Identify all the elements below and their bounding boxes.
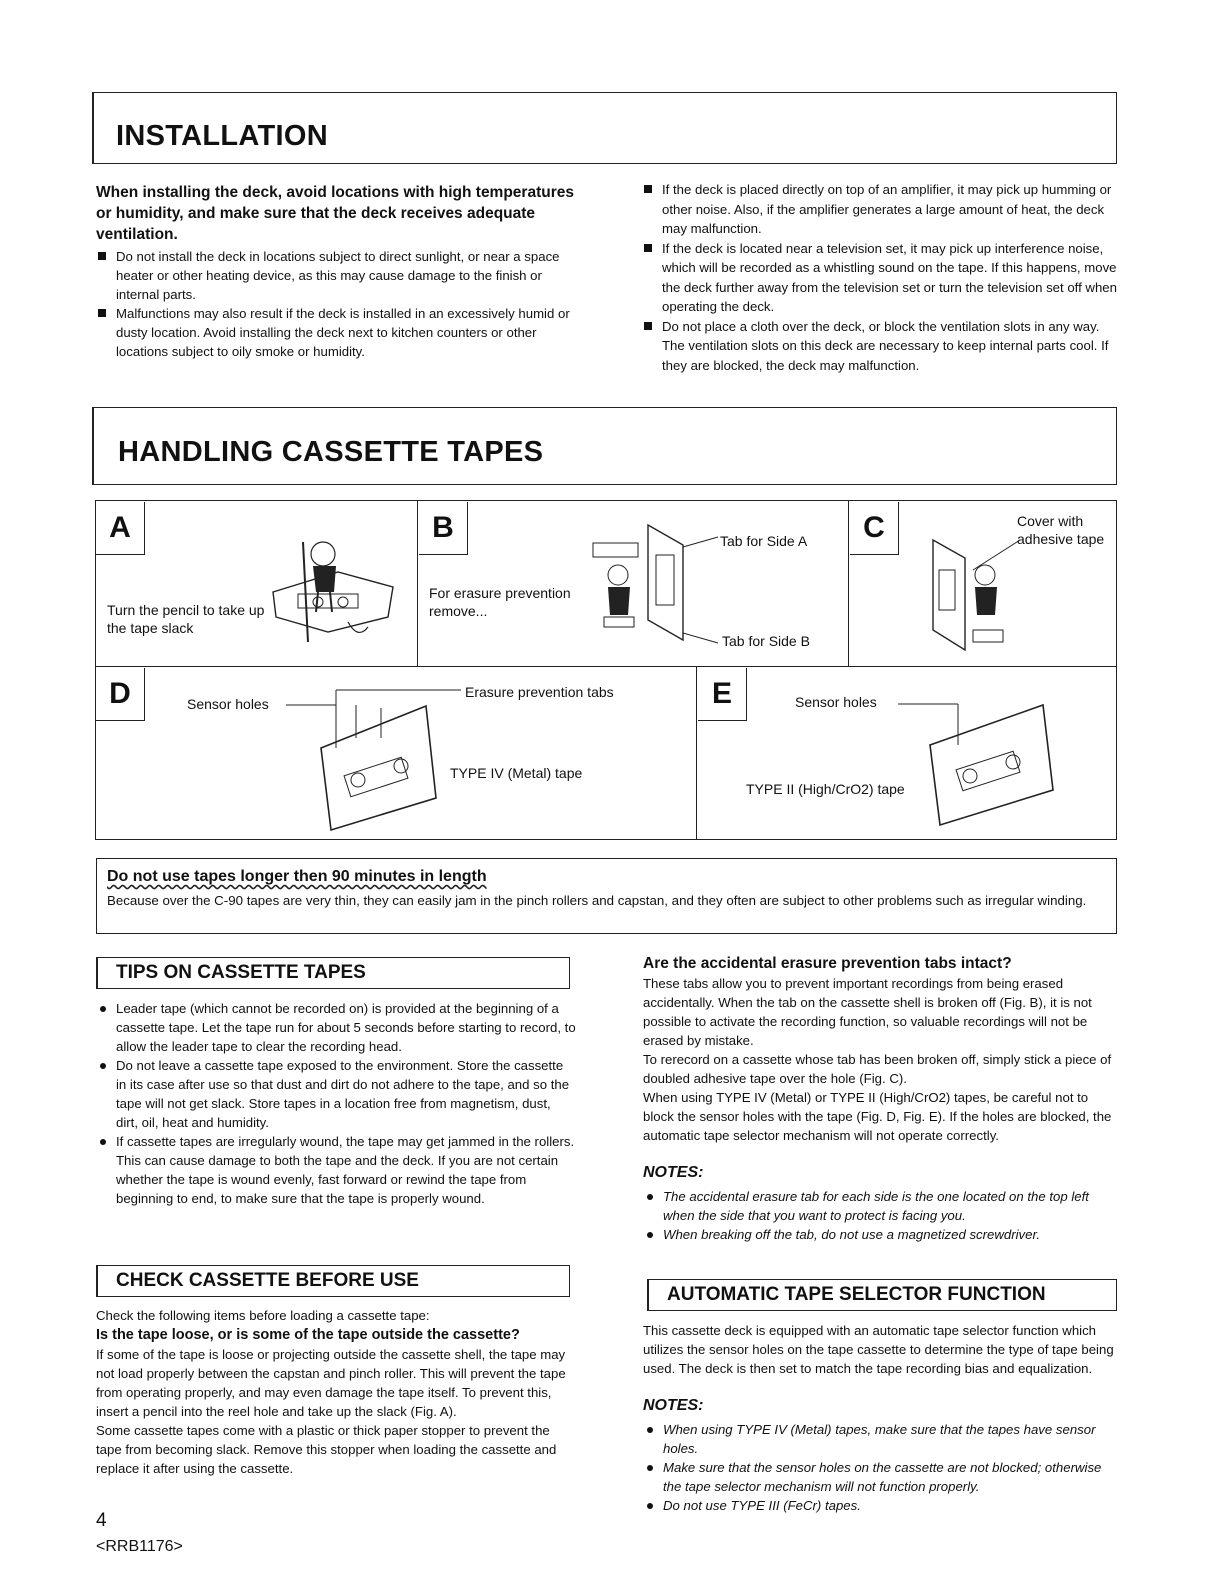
figure-a-illustration — [268, 522, 403, 647]
auto-note-1: When using TYPE IV (Metal) tapes, make sure that the tapes have sensor holes. — [643, 1420, 1121, 1458]
figure-b-tab-a: Tab for Side A — [720, 533, 808, 549]
tips-title: TIPS ON CASSETTE TAPES — [96, 957, 570, 989]
figure-grid-divider-bc — [848, 500, 849, 666]
check-paragraph-2: Some cassette tapes come with a plastic or thick paper stopper to prevent the tape from becoming slack. Remove this stopper when loading the cassette and replace it after using the cassette. — [96, 1423, 557, 1476]
figure-grid-divider-ab — [417, 500, 418, 666]
erasure-note-1: The accidental erasure tab for each side is the one located on the top left when the side that you want to protect is facing you. — [643, 1187, 1121, 1225]
installation-right-bullet-2: If the deck is located near a television set, it may pick up interference noise, which will be recorded as a whistling sound on the tape. If this happens, move the deck further away from the television set or turn the television set off when operating the deck. — [642, 239, 1120, 317]
figure-d-illustration — [286, 678, 461, 833]
erasure-paragraph-3: When using TYPE IV (Metal) or TYPE II (High/CrO2) tapes, be careful not to block the sensor holes with the tape (Fig. D, Fig. E). If the holes are blocked, the automatic tape selector mechanism will not operate correctly. — [643, 1090, 1112, 1143]
auto-note-2: Make sure that the sensor holes on the cassette are not blocked; otherwise the tape selector mechanism will not function properly. — [643, 1458, 1121, 1496]
check-intro: Check the following items before loading a cassette tape: — [96, 1308, 430, 1323]
installation-left-bullet-2: Malfunctions may also result if the deck is installed in an excessively humid or dusty location. Avoid installing the deck next to kitchen counters or other locations subject to oily smoke or humidity. — [96, 304, 576, 361]
warning-title: Do not use tapes longer then 90 minutes in length — [107, 868, 487, 885]
page-number: 4 — [96, 1510, 107, 1531]
auto-notes-title: NOTES: — [643, 1397, 704, 1414]
auto-section — [643, 1321, 1121, 1515]
handling-title: HANDLING CASSETTE TAPES — [118, 436, 544, 468]
auto-note-3: Do not use TYPE III (FeCr) tapes. — [643, 1496, 1121, 1515]
figure-e-sensor-holes: Sensor holes — [795, 694, 877, 710]
figure-d-erasure-tabs: Erasure prevention tabs — [465, 684, 614, 700]
figure-b-label: B — [419, 502, 468, 555]
figure-b-illustration — [588, 515, 723, 645]
figure-d-sensor-holes: Sensor holes — [187, 696, 269, 712]
installation-right-column — [642, 180, 1120, 375]
figure-d-tape-type: TYPE IV (Metal) tape — [450, 765, 583, 781]
tips-bullet-2: Do not leave a cassette tape exposed to the environment. Store the cassette in its case after use so that dust and dirt do not adhere to the tape, and so the tape will not get slack. Store tapes in a location free from magnetism, dust, dirt, oil, heat and humidity. — [96, 1056, 576, 1132]
installation-right-bullet-1: If the deck is placed directly on top of an amplifier, it may pick up humming or other noise. Also, if the amplifier generates a large amount of heat, the deck may malfunction. — [642, 180, 1120, 239]
check-section — [96, 1306, 578, 1478]
erasure-notes-title: NOTES: — [643, 1164, 704, 1181]
erasure-section — [643, 954, 1121, 1244]
figure-e-tape-type: TYPE II (High/CrO2) tape — [746, 781, 905, 797]
figure-b-tab-b: Tab for Side B — [722, 633, 810, 649]
erasure-title: Are the accidental erasure prevention tabs intact? — [643, 955, 1012, 972]
figure-d-label: D — [96, 668, 145, 721]
check-question: Is the tape loose, or is some of the tape outside the cassette? — [96, 1327, 520, 1343]
figure-e-label: E — [698, 668, 747, 721]
erasure-paragraph-2: To rerecord on a cassette whose tab has been broken off, simply stick a piece of doubled adhesive tape over the hole (Fig. C). — [643, 1052, 1112, 1086]
figure-e-illustration — [898, 690, 1068, 830]
installation-lead: When installing the deck, avoid locations with high temperatures or humidity, and make sure that the deck receives adequate ventilation. — [96, 184, 574, 243]
auto-title: AUTOMATIC TAPE SELECTOR FUNCTION — [647, 1279, 1117, 1311]
check-paragraph-1: If some of the tape is loose or projecting outside the cassette shell, the tape may not load properly between the capstan and pinch roller. This will prevent the tape from operating properly, and may even damage the tape itself. To prevent this, insert a pencil into the reel hole and take up the slack (Fig. A). — [96, 1347, 566, 1419]
figure-grid-divider-h — [95, 666, 1117, 667]
erasure-note-2: When breaking off the tab, do not use a magnetized screwdriver. — [643, 1225, 1121, 1244]
document-code: <RRB1176> — [96, 1538, 183, 1555]
figure-b-caption: For erasure prevention remove... — [429, 585, 571, 619]
figure-a-label: A — [96, 502, 145, 555]
tips-bullet-3: If cassette tapes are irregularly wound, the tape may get jammed in the rollers. This can cause damage to both the tape and the deck. If you are not certain whether the tape is wound evenly, fast forward or rewind the tape from beginning to end, to make sure that the tape is properly wound. — [96, 1132, 576, 1208]
installation-left-column — [96, 182, 576, 361]
installation-left-bullet-1: Do not install the deck in locations subject to direct sunlight, or near a space heater or other heating device, as this may cause damage to the finish or internal parts. — [96, 247, 576, 304]
installation-title: INSTALLATION — [116, 120, 328, 152]
check-title: CHECK CASSETTE BEFORE USE — [96, 1265, 570, 1297]
figure-c-caption: Cover with adhesive tape — [1017, 513, 1105, 547]
erasure-paragraph-1: These tabs allow you to prevent important recordings from being erased accidentally. When the tab on the cassette shell is broken off (Fig. B), it is not possible to activate the recording function, so valuable recordings will not be erased by mistake. — [643, 976, 1092, 1048]
installation-right-bullet-3: Do not place a cloth over the deck, or block the ventilation slots in any way. The ventilation slots on this deck are necessary to keep internal parts cool. If they are blocked, the deck may malfunction. — [642, 317, 1120, 376]
figure-c-illustration — [925, 530, 1025, 655]
tips-bullet-1: Leader tape (which cannot be recorded on) is provided at the beginning of a cassette tape. Let the tape run for about 5 seconds before starting to record, to allow the leader tape to clear the recording head. — [96, 999, 576, 1056]
warning-text: Because over the C-90 tapes are very thin, they can easily jam in the pinch rollers and capstan, and they often are subject to other problems such as irregular winding. — [107, 893, 1087, 908]
figure-grid-divider-de — [696, 666, 697, 840]
figure-c-label: C — [850, 502, 899, 555]
auto-paragraph: This cassette deck is equipped with an automatic tape selector function which utilizes the sensor holes on the tape cassette to determine the type of tape being used. The deck is then set to match the tape recording bias and equalization. — [643, 1323, 1114, 1376]
tips-list — [96, 999, 576, 1208]
figure-a-caption: Turn the pencil to take up the tape slack — [107, 602, 265, 636]
